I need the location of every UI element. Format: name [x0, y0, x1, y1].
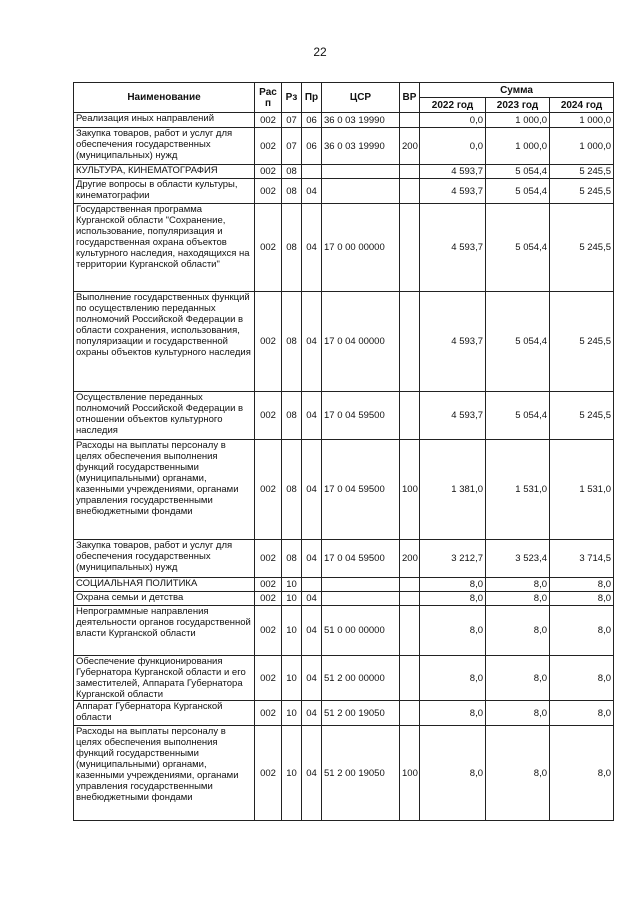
row-2022: 8,0 — [420, 726, 486, 821]
row-csr: 36 0 03 19990 — [322, 113, 400, 128]
row-2022: 4 593,7 — [420, 179, 486, 204]
row-2023: 5 054,4 — [486, 292, 550, 392]
row-rasp: 002 — [255, 292, 282, 392]
row-rz: 08 — [282, 165, 302, 179]
row-rz: 10 — [282, 606, 302, 656]
row-vr — [400, 113, 420, 128]
row-csr: 17 0 00 00000 — [322, 204, 400, 292]
row-pr: 04 — [302, 204, 322, 292]
header-rasp: Рас п — [255, 83, 282, 113]
row-vr — [400, 179, 420, 204]
row-rz: 08 — [282, 292, 302, 392]
row-vr — [400, 656, 420, 701]
row-csr — [322, 165, 400, 179]
row-2024: 5 245,5 — [550, 292, 614, 392]
row-name: СОЦИАЛЬНАЯ ПОЛИТИКА — [74, 578, 255, 592]
table-row — [74, 656, 614, 701]
row-2022: 4 593,7 — [420, 392, 486, 440]
row-rz: 10 — [282, 701, 302, 726]
row-vr: 100 — [400, 440, 420, 540]
row-vr — [400, 578, 420, 592]
row-rz: 07 — [282, 128, 302, 165]
table-row — [74, 606, 614, 656]
row-pr: 04 — [302, 292, 322, 392]
header-2023: 2023 год — [486, 98, 550, 113]
row-name: КУЛЬТУРА, КИНЕМАТОГРАФИЯ — [74, 165, 255, 179]
row-csr: 51 0 00 00000 — [322, 606, 400, 656]
row-rasp: 002 — [255, 204, 282, 292]
row-rasp: 002 — [255, 128, 282, 165]
row-2022: 8,0 — [420, 656, 486, 701]
row-csr: 17 0 04 59500 — [322, 440, 400, 540]
row-rz: 10 — [282, 578, 302, 592]
header-vr: ВР — [400, 83, 420, 113]
row-vr — [400, 204, 420, 292]
row-2024: 5 245,5 — [550, 392, 614, 440]
table-row — [74, 392, 614, 440]
row-name: Непрограммные направления деятельности органов государственной власти Курганской области — [74, 606, 255, 656]
row-name: Аппарат Губернатора Курганской области — [74, 701, 255, 726]
row-rz: 08 — [282, 440, 302, 540]
row-csr — [322, 578, 400, 592]
row-2024: 1 000,0 — [550, 113, 614, 128]
row-2023: 1 531,0 — [486, 440, 550, 540]
table-row — [74, 701, 614, 726]
row-vr: 200 — [400, 540, 420, 578]
row-rasp: 002 — [255, 392, 282, 440]
row-vr — [400, 292, 420, 392]
row-2023: 8,0 — [486, 701, 550, 726]
row-rasp: 002 — [255, 179, 282, 204]
row-2024: 8,0 — [550, 701, 614, 726]
row-2022: 8,0 — [420, 592, 486, 606]
row-2023: 8,0 — [486, 656, 550, 701]
row-2023: 8,0 — [486, 578, 550, 592]
row-pr: 06 — [302, 113, 322, 128]
row-name: Реализация иных направлений — [74, 113, 255, 128]
row-rasp: 002 — [255, 113, 282, 128]
budget-table — [73, 82, 614, 821]
table-row — [74, 165, 614, 179]
row-rz: 08 — [282, 392, 302, 440]
row-2023: 8,0 — [486, 726, 550, 821]
row-csr — [322, 592, 400, 606]
row-name: Расходы на выплаты персоналу в целях обеспечения выполнения функций государственными (муниципальными) органами, казенными учреждениями, органами управления государственными внебюджетными фондами — [74, 726, 255, 821]
row-csr: 36 0 03 19990 — [322, 128, 400, 165]
row-2022: 8,0 — [420, 606, 486, 656]
row-rz: 08 — [282, 540, 302, 578]
row-vr — [400, 606, 420, 656]
row-pr: 04 — [302, 592, 322, 606]
row-name: Государственная программа Курганской области "Сохранение, использование, популяризация и государственная охрана объектов культурного наследия, находящихся на территории Курганской области" — [74, 204, 255, 292]
row-rasp: 002 — [255, 578, 282, 592]
header-2022: 2022 год — [420, 98, 486, 113]
row-pr: 04 — [302, 540, 322, 578]
row-rasp: 002 — [255, 540, 282, 578]
row-name: Выполнение государственных функций по осуществлению переданных полномочий Российской Федерации в области сохранения, использования, популяризации и государственной охраны объектов культурного наследия — [74, 292, 255, 392]
row-pr: 04 — [302, 656, 322, 701]
header-2024: 2024 год — [550, 98, 614, 113]
row-name: Другие вопросы в области культуры, кинематографии — [74, 179, 255, 204]
row-2024: 1 531,0 — [550, 440, 614, 540]
row-2024: 3 714,5 — [550, 540, 614, 578]
row-csr: 51 2 00 19050 — [322, 726, 400, 821]
row-rz: 08 — [282, 179, 302, 204]
header-sum: Сумма — [420, 83, 614, 98]
row-2023: 8,0 — [486, 592, 550, 606]
row-2022: 4 593,7 — [420, 204, 486, 292]
row-csr: 51 2 00 00000 — [322, 656, 400, 701]
row-pr: 04 — [302, 606, 322, 656]
table-row — [74, 578, 614, 592]
table-header — [74, 83, 614, 113]
row-pr: 04 — [302, 392, 322, 440]
row-csr: 17 0 04 59500 — [322, 540, 400, 578]
row-2024: 5 245,5 — [550, 204, 614, 292]
row-vr — [400, 592, 420, 606]
table-row — [74, 592, 614, 606]
row-rasp: 002 — [255, 656, 282, 701]
row-2023: 8,0 — [486, 606, 550, 656]
table-row — [74, 179, 614, 204]
table-row — [74, 292, 614, 392]
table-row — [74, 204, 614, 292]
header-pr: Пр — [302, 83, 322, 113]
row-name: Осуществление переданных полномочий Российской Федерации в отношении объектов культурного наследия — [74, 392, 255, 440]
row-rz: 10 — [282, 726, 302, 821]
row-2023: 5 054,4 — [486, 392, 550, 440]
row-name: Закупка товаров, работ и услуг для обеспечения государственных (муниципальных) нужд — [74, 128, 255, 165]
row-2022: 4 593,7 — [420, 165, 486, 179]
table-row — [74, 113, 614, 128]
row-rasp: 002 — [255, 165, 282, 179]
row-pr — [302, 578, 322, 592]
row-csr: 17 0 04 59500 — [322, 392, 400, 440]
row-2024: 8,0 — [550, 656, 614, 701]
row-2024: 1 000,0 — [550, 128, 614, 165]
row-2024: 8,0 — [550, 578, 614, 592]
row-2024: 8,0 — [550, 592, 614, 606]
row-2024: 8,0 — [550, 606, 614, 656]
row-2022: 8,0 — [420, 578, 486, 592]
row-2023: 5 054,4 — [486, 204, 550, 292]
table-row — [74, 128, 614, 165]
table-body — [74, 113, 614, 821]
row-2022: 1 381,0 — [420, 440, 486, 540]
row-pr: 04 — [302, 179, 322, 204]
row-2022: 0,0 — [420, 113, 486, 128]
row-2024: 8,0 — [550, 726, 614, 821]
row-2024: 5 245,5 — [550, 165, 614, 179]
row-pr: 06 — [302, 128, 322, 165]
row-vr: 100 — [400, 726, 420, 821]
row-rasp: 002 — [255, 440, 282, 540]
row-2022: 8,0 — [420, 701, 486, 726]
header-csr: ЦСР — [322, 83, 400, 113]
row-csr — [322, 179, 400, 204]
page-number: 22 — [313, 45, 327, 59]
row-vr: 200 — [400, 128, 420, 165]
row-rz: 07 — [282, 113, 302, 128]
row-rasp: 002 — [255, 726, 282, 821]
row-vr — [400, 392, 420, 440]
row-rz: 10 — [282, 656, 302, 701]
row-2023: 3 523,4 — [486, 540, 550, 578]
row-name: Охрана семьи и детства — [74, 592, 255, 606]
header-name: Наименование — [74, 83, 255, 113]
row-pr: 04 — [302, 701, 322, 726]
row-csr: 17 0 04 00000 — [322, 292, 400, 392]
row-pr: 04 — [302, 726, 322, 821]
row-vr — [400, 701, 420, 726]
table-row — [74, 540, 614, 578]
row-rasp: 002 — [255, 701, 282, 726]
row-rasp: 002 — [255, 592, 282, 606]
row-2023: 1 000,0 — [486, 113, 550, 128]
row-2023: 5 054,4 — [486, 179, 550, 204]
row-2022: 3 212,7 — [420, 540, 486, 578]
row-vr — [400, 165, 420, 179]
row-rz: 10 — [282, 592, 302, 606]
row-2022: 0,0 — [420, 128, 486, 165]
row-rasp: 002 — [255, 606, 282, 656]
row-rz: 08 — [282, 204, 302, 292]
row-pr — [302, 165, 322, 179]
row-2023: 1 000,0 — [486, 128, 550, 165]
row-name: Закупка товаров, работ и услуг для обеспечения государственных (муниципальных) нужд — [74, 540, 255, 578]
table-row — [74, 726, 614, 821]
row-2022: 4 593,7 — [420, 292, 486, 392]
row-2024: 5 245,5 — [550, 179, 614, 204]
table-row — [74, 440, 614, 540]
row-csr: 51 2 00 19050 — [322, 701, 400, 726]
row-name: Обеспечение функционирования Губернатора Курганской области и его заместителей, Аппарата Губернатора Курганской области — [74, 656, 255, 701]
row-2023: 5 054,4 — [486, 165, 550, 179]
row-name: Расходы на выплаты персоналу в целях обеспечения выполнения функций государственными (муниципальными) органами, казенными учреждениями, органами управления государственными внебюджетными фондами — [74, 440, 255, 540]
header-rz: Рз — [282, 83, 302, 113]
row-pr: 04 — [302, 440, 322, 540]
